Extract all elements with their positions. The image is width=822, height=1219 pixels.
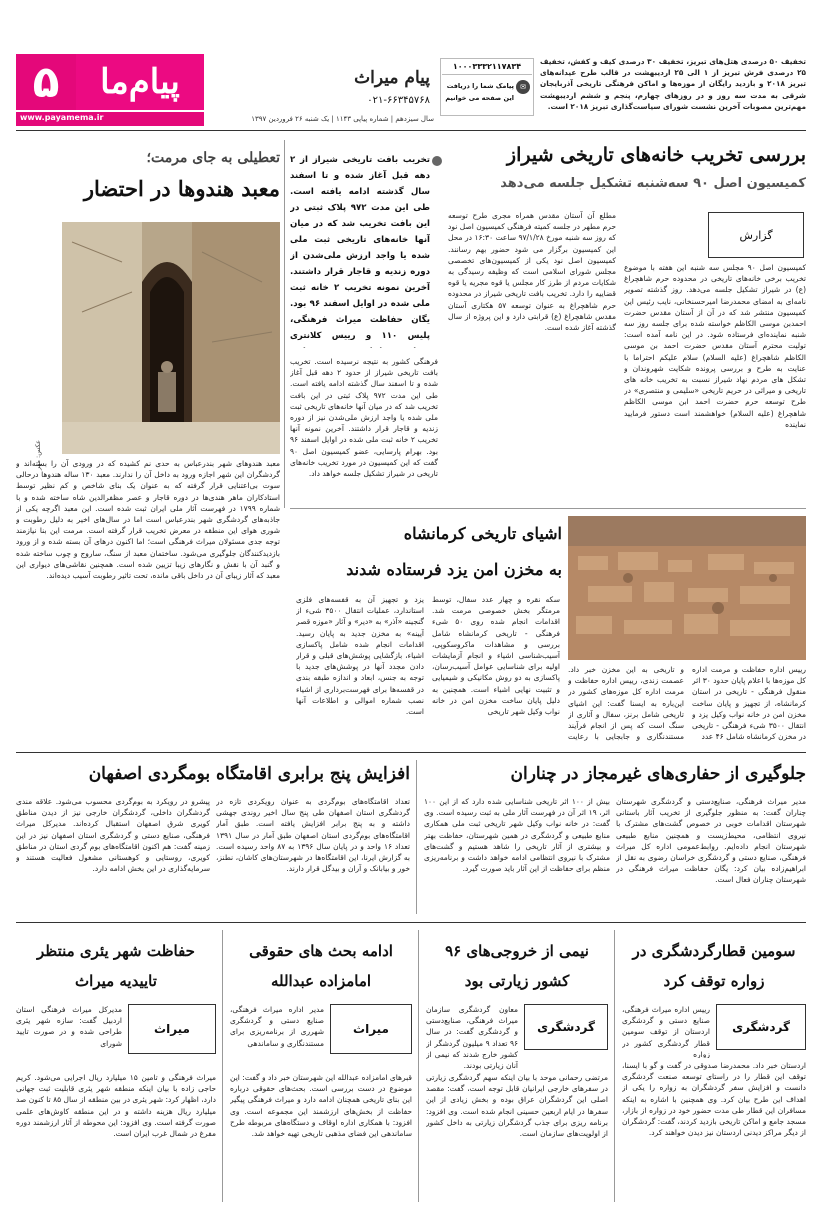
logo: پیام‌ما [100,62,180,102]
sms-icon: ✉ [516,80,530,94]
kermanshah-title-1: اشیای تاریخی کرمانشاه [403,524,562,543]
bottom-4-tag [128,1004,216,1054]
kermanshah-photo [568,516,806,660]
lower-rule [16,752,806,753]
main-story-col3: فرهنگی کشور به نتیجه نرسیده است. تخریب بافت تاریخی شیراز از حدود ۲ دهه قبل آغاز شده و تا اسفند سال گذشته ادامه یافته است. طی این مدت ۹۷۲ پلاک ثبتی در این بافت تخریب شد که در میان آنها خانه‌های تاریخی ثبت ملی شده یا واجد ارزش ملی‌شدن نیز از دوره زندیه و قاجار قرار داشتند. آخرین نمونه آنها تخریب ۲ خانه ثبت ملی شده در اوایل اسفند ۹۶ بود. بهرام پارسایی، عضو کمیسیون اصل ۹۰ گفت که این کمیسیون در مورد تخریب خانه‌های تاریخی در شیراز تشکیل جلسه خواهد داد. [290,357,438,479]
bottom-2-title: نیمی از خروجی‌های ۹۶ کشور زیارتی بود [445,942,589,990]
isfahan-title: افزایش پنج برابری اقامتگاه بومگردی اصفهان [88,764,410,784]
bottom-4-lead: مدیرکل میراث فرهنگی استان اردبیل گفت: سازه شهر یئری طراحی شده و در صورت تایید شورای [16,1005,122,1048]
bottom-3-tag-label: میراث [353,1022,389,1036]
divider-b1 [614,930,615,1202]
bottom-4-body: میراث فرهنگی و تامین ۱۵ میلیارد ریال اجرایی می‌شود. کریم حاجی زاده با بیان اینکه منطقه شهر یئری قابلیت ثبت جهانی دارد، اظهار کرد: شهر یئری در بین منطقه از سال ۸۵ تا کنون صد میلیارد ریال هزینه داشته و در این منطقه کاوش‌های علمی صورت گرفته است. وی افزود: این محوطه از آثار ارزشمند دوره مفرغ در شمال غرب ایران است. [16,1073,216,1139]
chenaran-col2: بیش از ۱۰۰ اثر تاریخی شناسایی شده دارد که از این ۱۰۰ اثر، ۱۹ اثر آن در فهرست آثار ملی به ثبت رسیده است. وی گفت: در خانه نواب وکیل شهر تاریخی ثبت ملی همکاری منابع طبیعی و گردشگری در همین شهرستان، حفاظت بهتر و بیشتری از آثار تاریخی را شاهد هستیم و گشت‌های مشترک با نیروی انتظامی ادامه خواهد داشت و برنامه‌ریزی منظم برای حفاظت از این آثار باید صورت گیرد. [424,797,610,874]
page-number: ۵ [32,56,60,108]
sms-line1: پیامک شما را دریافت [446,82,514,90]
main-story-col2: مطلع آن آستان مقدس همراه مجری طرح توسعه حرم مطهر در جلسه کمیته فرهنگی کمیسیون اصل نود که روز سه شنبه مورخ ۹۷/۱/۲۸ ساعت ۱۶:۳۰ در محل این کمیسیون برگزار می شود حضور بهم رسانند. کمیسیون اصل نود یکی از کمیسیون‌های تخصصی مجلس شورای اسلامی است که وظیفه رسیدگی به شکایات مردم از طرز کار مجلس یا قوه مجریه یا قوه قضاییه را دارد. تخریب بافت تاریخی شیراز در محدوده حرم شاهچراغ به عنوان توسعه ۵۷ هکتاری آستان مقدس شاهچراغ (ع) قرابتی دارد و این پروژه از سال گذشته آغاز شده است. [448,211,616,333]
kermanshah-col-d: یزد و تجهیز آن به قفسه‌های فلزی استاندارد، عملیات انتقال ۳۵۰۰ شیء از گنجینه «آذر» به «دیر» و آثار «موزه قصر آیینه» به مخزن جدید به پایان رسید. اقدامات انجام شده شامل پاکسازی اشیاء، بازگشایی پوشش‌های قبلی و قرار دادن مجدد آنها در پوشش‌های جدید با توجه به جنس، ابعاد و اندازه طبقه بندی در قفسه‌ها برای فهرست‌برداری از اشیاء نصب شماره اموالی و اطلاعات آنها است. [296,595,424,717]
bottom-1-tag-label: گردشگری [732,1020,790,1034]
report-tag-label: گزارش [739,228,773,242]
bottom-2-body: مرتضی رحمانی موحد با بیان اینکه سهم گردشگری زیارتی در سفرهای خارجی ایرانیان قابل توجه است، گفت: مقصد اصلی این گردشگران عراق بوده و بخش زیادی از این سفرها در ایام اربعین حسینی انجام شده است. وی افزود: برنامه ریزی برای جذب گردشگران زیارتی به داخل کشور از اولویت‌های سازمان است. [426,1073,608,1139]
divider-b3 [222,930,223,1202]
bottom-rule [16,922,806,923]
bottom-1-lead: رییس اداره میراث فرهنگی، صنایع دستی و گردشگری اردستان از توقف سومین قطار گردشگری کشور در زواره [622,1005,710,1058]
main-story-title: بررسی تخریب خانه‌های تاریخی شیراز [506,144,806,166]
section-title: پیام میراث [354,68,430,88]
main-story-col1: کمیسیون اصل ۹۰ مجلس سه شنبه این هفته با موضوع تخریب برخی خانه‌های تاریخی در محدوده حرم شاهچراغ (ع) در شیراز تشکیل جلسه می‌دهد. روز گذشته تصویر نامه‌ای به امضای محمدرضا امیرحسنخانی، نایب رئیس این کمیسیون منتشر شد که در آن از آستان مقدس حضرت احمدبن موسی الکاظم خواسته شده برای جلسه روز سه شنبه نماینده‌ای فرستاده شود. در این نامه آمده است: تولیت محترم آستان مقدس حضرت احمد بن موسی الکاظم شاهچراغ (علیه السلام) سلام علیکم احتراما با عنایت به طرح و بررسی پرونده شکایت شهروندان و تشکل های مردم نهاد شیراز نسبت به تخریب خانه های تاریخی و میراثی در حریم تاریخی «سلیمی و منتصری» در طرح توسعه حرم حضرت احمد ابن موسی الکاظم شاهچراغ (علیه السلام) خواهشمند است دستور فرمایید نماینده [624,263,806,429]
news-ticker: تخفیف ۵۰ درصدی هتل‌های تبریز، تخفیف ۳۰ درصدی کیف و کفش، تخفیف ۲۵ درصدی فرش تبریز از ۱ الی ۲۵ اردیبهشت در قالب طرح عیدانه‌های تبریز ۲۰۱۸ و بازدید رایگان از موزه‌ها و اماکن فرهنگی تاریخی آذربایجان شرقی به مدت سه روز و در روزهای چهارم، پنجم و ششم اردیبهشت مهم‌ترین مصوبات آخرین نشست شورای سیاست‌گذاری تبریز ۲۰۱۸ است. [540,57,806,111]
website-link[interactable]: www.payamema.ir [20,113,104,122]
temple-body: معبد هندوهای شهر بندرعباس به حدی نم کشیده که در ورودی آن را بسته‌اند و گردشگران این شهر اجازه ورود به داخل آن را ندارند. معبد ۱۳۰ ساله هندوها درحالی سوت بی‌اعتنایی قرار گرفته که به عنوان یک بنای شاخص و کم نظیر توسط استادکاران ماهر هندی‌ها در دوره قاجار و عصر مظفرالدین شاه ساخته شده و با شماره ۱۷۹۹ در فهرست آثار ملی ایران ثبت شده است. این معبد اگرچه یکی از جاذبه‌های گردشگری شهر بندرعباس است اما در سال‌های اخیر به دلیل رطوبت و شوری هوای این منطقه در معرض تخریب قرار گرفته است. مرمت این بنا نیازمند توجه جدی مسئولان میراث فرهنگی است؛ اما اکنون درهای آن بسته شده و از ورود بازدیدکنندگان جلوگیری می‌شود. ساختمان معبد از سنگ، ساروج و چوب ساخته شده و گنبد آن با نقش و نگارهای زیبا تزیین شده است. همچنین نقاشی‌های دیواری این معبد که آثار زیبای آن در داخل باقی مانده، تحت تاثیر رطوبت آسیب دیده‌اند. [16,459,280,581]
bottom-4-tag-label: میراث [154,1022,190,1036]
bottom-2-lead: معاون گردشگری سازمان میراث فرهنگی، صنایع‌دستی و گردشگری گفت: در سال ۹۶ تعداد ۹ میلیون گردشگر از کشور خارج شدند که نیمی از آنان زیارتی بودند. [426,1005,518,1070]
bottom-3-lead: مدیر اداره میراث فرهنگی، صنایع دستی و گردشگری شهرری از برنامه‌ریزی برای مستندنگاری و ساماندهی [230,1005,324,1048]
logo-block [76,54,204,110]
kermanshah-col-a: رییس اداره حفاظت و مرمت اداره کل موزه‌ها با اعلام پایان حدود ۳۰ اثر منقول فرهنگی - تاریخی در استان کرمانشاه، از تجهیز و پایان ساخت مخزن امن در خانه نواب وکیل یزد و انتقال ۳۵۰۰ شیء فرهنگی - تاریخی در مخزن کرمانشاه شامل ۴۶ عدد [692,665,806,742]
isfahan-col2: پیشرو در رویکرد به بوم‌گردی محسوب می‌شود. علاقه مندی گردشگران داخلی، گردشگران خارجی نیز از دیدن مناطق کویری شرق اصفهان استقبال کرده‌اند. مدیرکل میراث فرهنگی، صنایع دستی و گردشگری استان اصفهان نیز در این زمینه گفت: هم اکنون اقامتگاه‌های بوم گردی استان در مناطق کویری، روستایی و کوهستانی مشغول فعالیت هستند و سرمایه‌گذاری در این بخش ادامه دارد. [16,797,210,874]
sms-number: ۱۰۰۰۳۳۳۲۱۱۷۸۳۴ [452,62,522,71]
main-story-subtitle: کمیسیون اصل ۹۰ سه‌شنبه تشکیل جلسه می‌دهد [500,176,806,191]
kermanshah-col-b: و تاریخی به این مخزن خبر داد. عصمت زندی، رییس اداره حفاظت و مرمت اداره کل موزه‌های کشور در این‌باره به ایسنا گفت: این اشیای تاریخی شامل برنز، سفال و آثاری از سنگ است که پس از انجام فرآیند مستندنگاری و جابجایی با رعایت [568,665,684,742]
temple-photo [62,222,280,454]
sms-divider [442,74,532,75]
kermanshah-title-2: به مخزن امن یزد فرستاده شدند [346,560,562,579]
bottom-1-body: اردستان خبر داد. محمدرضا صدوقی در گفت و گو با ایسنا، توقف این قطار را در راستای توسعه صنعت گردشگری دانست و افزایش سفر گردشگران به زواره را یکی از اهداف این طرح بیان کرد. وی همچنین با اشاره به اینکه مسافران این قطار طی مدت حضور خود در زواره از بازار، مسجد جامع و اماکن تاریخی بازدید کردند، گفت: گردشگران از دیگر مراکز دیدنی اردستان نیز دیدن خواهند کرد. [622,1061,806,1138]
bottom-1-tag [716,1004,806,1050]
kermanshah-col-c: سکه نقره و چهار عدد سفال، توسط مرمتگر بخش خصوصی مرمت شد. اقدامات انجام شده روی ۵۰ شیء فرهنگی - تاریخی کرمانشاه شامل بررسی و مشاهدات ماکروسکوپی، آسیب‌شناسی اشیاء و انجام آزمایشات اولیه برای شناسایی عوامل آسیب‌رسان، پاکسازی به دو روش مکانیکی و شیمیایی و تثبیت نهایی اشیاء است. همچنین به دلیل پایان ساخت مخزن امن در خانه نواب وکیل شهر تاریخی [432,595,560,717]
bottom-3-tag [330,1004,412,1054]
chenaran-title: جلوگیری از حفاری‌های غیرمجاز در چناران [510,764,806,784]
sms-line2: این صفحه می خوانیم [445,94,514,102]
bullet-dot [432,156,442,166]
divider-temple [284,140,285,508]
divider-b2 [418,930,419,1202]
report-tag [708,212,804,258]
temple-interior-image [62,222,280,454]
divider-isfahan [416,760,417,914]
bottom-1-title: سومین قطارگردشگری در زواره توقف کرد [632,942,796,990]
yazd-aerial-image [568,516,806,660]
phone-number: ۰۲۱-۶۶۳۴۵۷۶۸ [367,95,430,106]
mid-rule [290,508,806,509]
bottom-2-tag-label: گردشگری [537,1020,595,1034]
page-number-block [16,54,76,110]
bottom-3-title: ادامه بحث های حقوقی امامزاده عبدالله [249,942,393,990]
header-rule [16,130,806,131]
temple-photo-credit: عکس: مهر [34,440,42,471]
issue-line: سال سیزدهم | شماره پیاپی ۱۱۴۳ | یک شنبه ۲۶ فروردین ۱۳۹۷ [251,115,434,123]
bottom-3-body: قبرهای امامزاده عبدالله این شهرستان خبر داد و گفت: این موضوع در دست بررسی است. بحث‌های حقوقی درباره این بنای تاریخی همچنان ادامه دارد و میراث فرهنگی پیگیر حفاظت از بخش‌های ارزشمند این مجموعه است. وی افزود: با همکاری اداره اوقاف و دستگاه‌های مربوطه طرح ساماندهی این فضای مذهبی تاریخی تهیه خواهد شد. [230,1073,412,1139]
temple-title: معبد هندوها در احتضار [83,176,280,201]
isfahan-col1: تعداد اقامتگاه‌های بوم‌گردی به عنوان رویکردی تازه در گردشگری استان اصفهان طی پنج سال اخیر روندی جهشی داشته و به پنج برابر افزایش یافته است. طبق آمار اقامتگاه‌های بوم‌گردی استان اصفهان طبق آمار در سال ۱۳۹۱ تعداد ۱۶ واحد و در پایان سال ۱۳۹۶ به ۸۷ واحد رسیده است. به گزارش ایرنا، این اقامتگاه‌ها در شهرستان‌های کاشان، نطنز، خور و بیابانک و آران و بیدگل قرار دارند. [216,797,410,874]
pull-quote: تخریب بافت تاریخی شیراز از ۲ دهه قبل آغاز شده و تا اسفند سال گذشته ادامه یافته است. طی این مدت ۹۷۲ پلاک ثبتی در این بافت تخریب شد که در میان آنها خانه‌های تاریخی ثبت ملی شده یا واجد ارزش ملی‌شدن از دوره زندیه و قاجار قرار داشتند. آخرین نمونه تخریب ۲ خانه ثبت ملی شده در اوایل اسفند ۹۶ بود. یگان حفاظت میراث فرهنگی، پلیس ۱۱۰ و رییس کلانتری [290,155,430,341]
temple-kicker: تعطیلی به جای مرمت؛ [146,150,280,166]
bottom-2-tag [524,1004,608,1050]
chenaran-col1: مدیر میراث فرهنگی، صنایع‌دستی و گردشگری شهرستان چناران گفت: به منظور جلوگیری از تخریب آثار باستانی شهرستان اقدامات خوبی در خصوص گشت‌های مشترک با نیروی انتظامی، محیط‌زیست و همچنین منابع طبیعی شهرستان انجام داده‌ایم. روابط‌عمومی اداره کل میراث فرهنگی، صنایع دستی و گردشگری خراسان رضوی به نقل از ابراهیم‌زاده بیان کرد: یگان حفاظت میراث فرهنگی در شهرستان چناران فعال است. [616,797,806,885]
bottom-4-title: حفاظت شهر یئری منتظر تاییدیه میراث [37,942,195,990]
